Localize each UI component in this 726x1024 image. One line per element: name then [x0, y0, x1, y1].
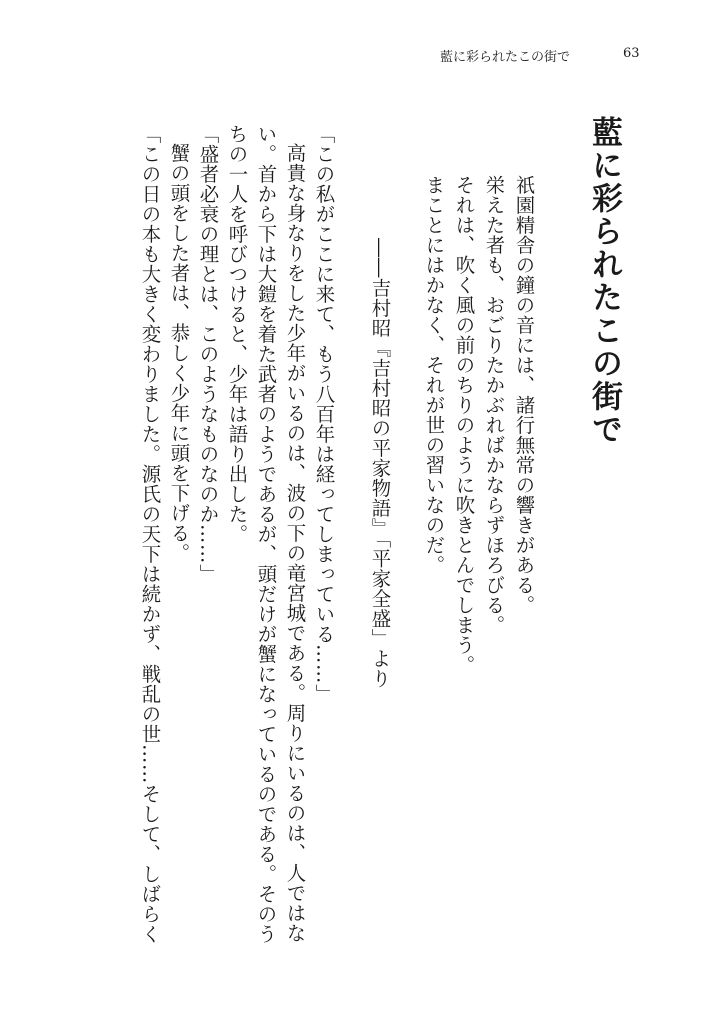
body-line: 高貴な身なりをした少年がいるのは、波の下の竜宮城である。周りにいるのは、人ではな [283, 143, 307, 943]
epigraph-line: それは、吹く風の前のちりのように吹きとんでしまう。 [452, 175, 476, 675]
running-head [440, 46, 690, 66]
epigraph-line: 祇園精舎の鐘の音には、諸行無常の響きがある。 [512, 175, 536, 615]
body-line: 「この日の本も大きく変わりました。源氏の天下は続かず、戦乱の世……そして、しばらく [138, 124, 162, 944]
body-line: 蟹の頭をした者は、恭しく少年に頭を下げる。 [167, 143, 191, 563]
epigraph-attribution: ――吉村昭『吉村昭の平家物語』「平家全盛」より [368, 238, 392, 689]
running-head-title: 藍に彩られたこの街で [440, 50, 571, 65]
chapter-title: 藍に彩られたこの街で [586, 116, 622, 446]
body-line: ちの一人を呼びつけると、少年は語り出した。 [225, 124, 249, 544]
epigraph-line: 栄えた者も、おごりたかぶればかならずほろびる。 [482, 175, 506, 635]
page-number: 63 [623, 46, 640, 61]
epigraph-line: まことにはかなく、それが世の習いなのだ。 [422, 175, 446, 575]
body-line: 「盛者必衰の理とは、このようなものなのか……」 [196, 124, 220, 584]
body-line: い。首から下は大鎧を着た武者のようであるが、頭だけが蟹になっているのである。そのう [254, 124, 278, 944]
body-line: 「この私がここに来て、もう八百年は経ってしまっている……」 [312, 124, 336, 704]
